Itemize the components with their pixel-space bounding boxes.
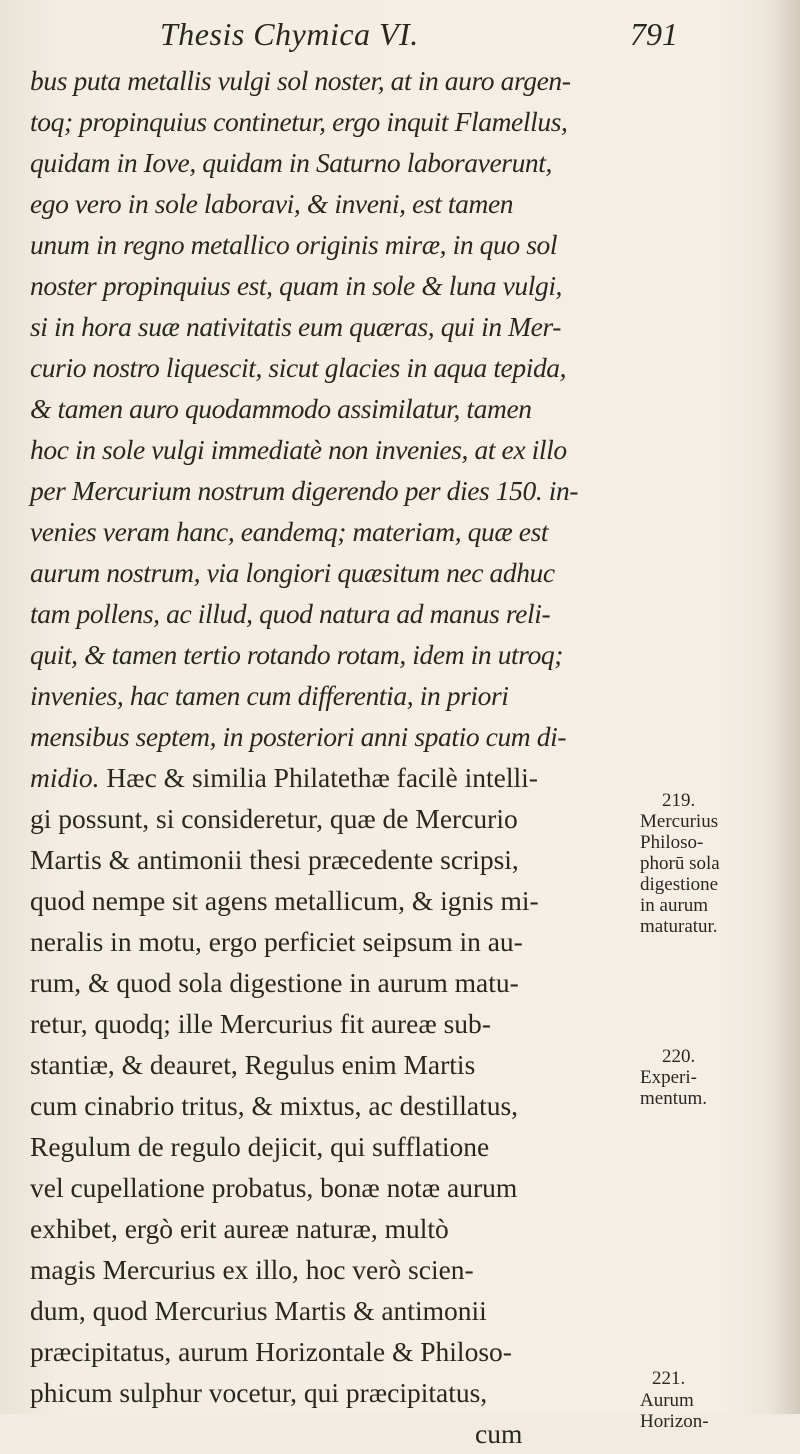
text-line: quod nempe sit agens metallicum, & ignis mi-: [30, 885, 539, 916]
text-italic-fragment: midio.: [30, 762, 100, 793]
text-line: stantiæ, & deauret, Regulus enim Martis: [30, 1049, 476, 1080]
text-line: ego vero in sole laboravi, & inveni, est tamen: [30, 188, 514, 219]
text-line: si in hora suæ nativitatis eum quæras, qui in Mer-: [30, 311, 561, 342]
text-line: magis Mercurius ex illo, hoc verò scien-: [30, 1254, 474, 1285]
text-line: quit, & tamen tertio rotando rotam, idem in utroq;: [30, 639, 564, 670]
text-line: curio nostro liquescit, sicut glacies in aqua tepida,: [30, 352, 567, 383]
text-line: dum, quod Mercurius Martis & antimonii: [30, 1295, 487, 1326]
margin-note-line: Philoso-: [640, 832, 704, 853]
text-line: hoc in sole vulgi immediatè non invenies, at ex illo: [30, 434, 567, 465]
page-edge-shadow: [770, 0, 800, 1414]
text-line: toq; propinquius continetur, ergo inquit Flamellus,: [30, 106, 568, 137]
text-line: Martis & antimonii thesi præcedente scripsi,: [30, 844, 519, 875]
text-line: cum: [475, 1418, 523, 1449]
margin-note-line: digestione: [640, 874, 719, 895]
text-line-mixed: [30, 757, 630, 798]
text-line: bus puta metallis vulgi sol noster, at in auro argen-: [30, 65, 571, 96]
text-line: Regulum de regulo dejicit, qui sufflatione: [30, 1131, 490, 1162]
margin-note-line: maturatur.: [640, 916, 718, 937]
margin-note-number: 220.: [662, 1046, 696, 1067]
text-line: tam pollens, ac illud, quod natura ad manus reli-: [30, 598, 551, 629]
running-title: Thesis Chymica VI.: [160, 16, 419, 52]
text-line: retur, quodq; ille Mercurius fit aureæ sub-: [30, 1008, 491, 1039]
margin-note-line: in aurum: [640, 895, 709, 916]
text-line: unum in regno metallico originis miræ, in quo sol: [30, 229, 558, 260]
margin-note-line: Aurum: [640, 1390, 694, 1411]
text-line: gi possunt, si consideretur, quæ de Mercurio: [30, 803, 518, 834]
margin-note-line: phorū sola: [640, 853, 720, 874]
margin-note-number: 221.: [652, 1368, 686, 1389]
text-line: aurum nostrum, via longiori quæsitum nec adhuc: [30, 557, 555, 588]
text-line: rum, & quod sola digestione in aurum matu-: [30, 967, 519, 998]
text-line: & tamen auro quodammodo assimilatur, tamen: [30, 393, 532, 424]
text-line: phicum sulphur vocetur, qui præcipitatus,: [30, 1377, 488, 1408]
text-line: mensibus septem, in posteriori anni spatio cum di-: [30, 721, 567, 752]
text-line: per Mercurium nostrum digerendo per dies 150. in-: [30, 475, 579, 506]
text-line: quidam in Iove, quidam in Saturno laboraverunt,: [30, 147, 552, 178]
text-line: præcipitatus, aurum Horizontale & Philoso-: [30, 1336, 512, 1367]
text-roman-fragment: Hæc & similia Philatethæ facilè intelli-: [99, 762, 538, 793]
margin-note-line: Horizon-: [640, 1411, 709, 1432]
page-number: 791: [630, 16, 678, 52]
text-line: noster propinquius est, quam in sole & luna vulgi,: [30, 270, 563, 301]
margin-note-line: Experi-: [640, 1067, 697, 1088]
text-line: cum cinabrio tritus, & mixtus, ac destillatus,: [30, 1090, 519, 1121]
text-line: venies veram hanc, eandemq; materiam, quæ est: [30, 516, 549, 547]
text-line: neralis in motu, ergo perficiet seipsum in au-: [30, 926, 523, 957]
text-line: vel cupellatione probatus, bonæ notæ aurum: [30, 1172, 518, 1203]
margin-note-number: 219.: [662, 790, 696, 811]
main-text-column: [30, 60, 630, 1454]
margin-note-line: Mercurius: [640, 811, 719, 832]
text-line: invenies, hac tamen cum differentia, in priori: [30, 680, 509, 711]
page-header: [0, 12, 800, 52]
text-line: exhibet, ergò erit aureæ naturæ, multò: [30, 1213, 449, 1244]
margin-note-line: mentum.: [640, 1088, 708, 1109]
